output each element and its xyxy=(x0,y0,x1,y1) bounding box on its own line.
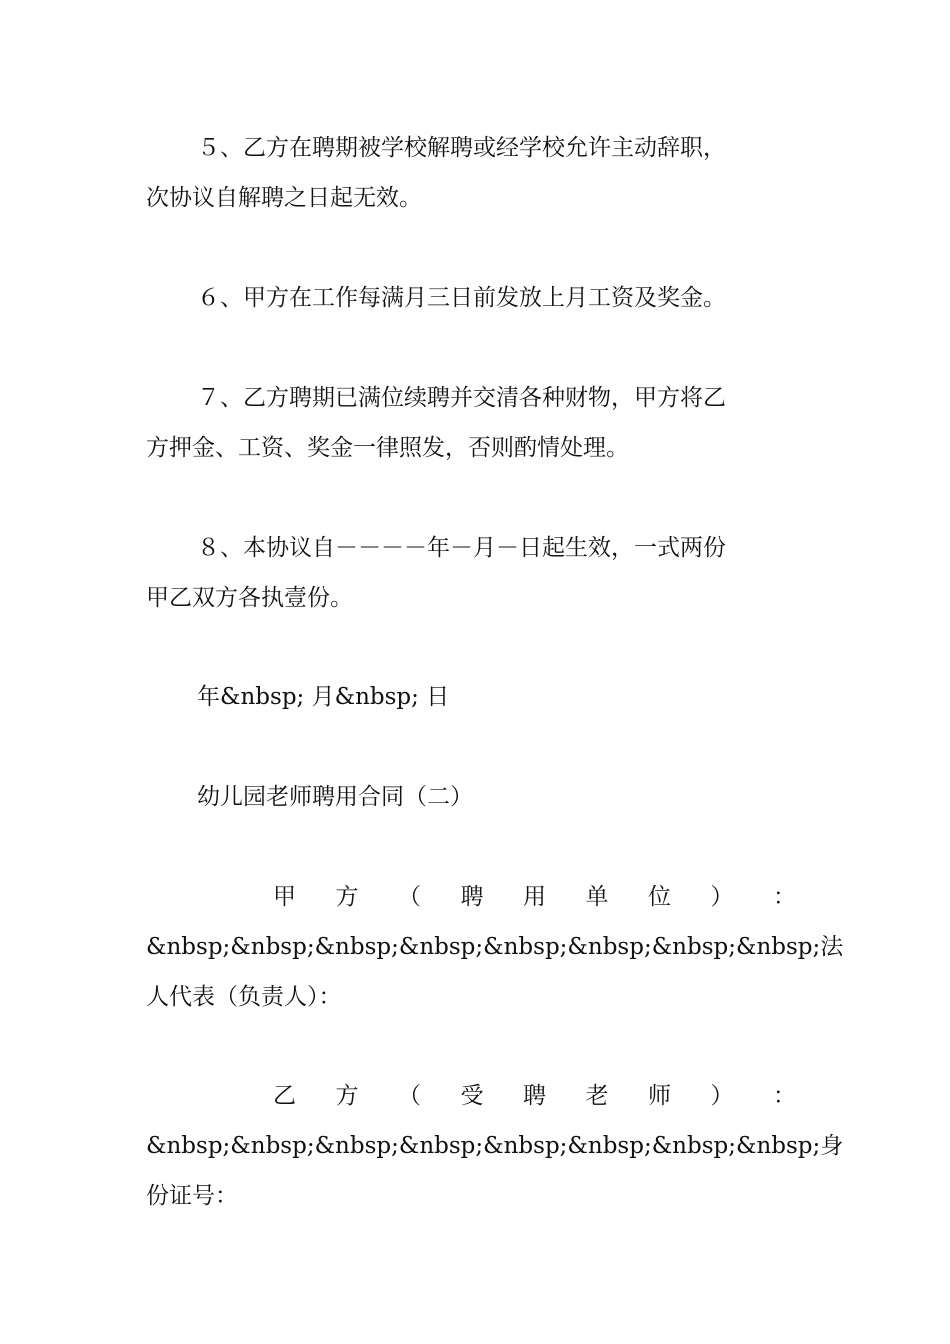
party-b-char: 师 xyxy=(648,1083,671,1109)
party-b-char: 聘 xyxy=(523,1083,546,1109)
date-line: 年&nbsp; 月&nbsp; 日 xyxy=(197,684,450,710)
party-b-nbsp-line xyxy=(146,1131,844,1161)
clause-8-line-1: ８、本协议自－－－－年－月－日起生效，一式两份 xyxy=(197,535,726,561)
party-a-char: （ xyxy=(398,884,421,910)
party-a-nbsp-line xyxy=(146,932,844,962)
party-a-char: 方 xyxy=(335,884,359,910)
party-a-char: 位 xyxy=(648,884,671,910)
party-a-nbsp-run: &nbsp;&nbsp;&nbsp;&nbsp;&nbsp;&nbsp;&nbsp;&nbsp; xyxy=(146,934,821,960)
party-a-tail-char: 法 xyxy=(820,934,844,960)
clause-5-line-1: ５、乙方在聘期被学校解聘或经学校允许主动辞职， xyxy=(197,135,726,161)
party-a-char: 甲 xyxy=(273,884,296,910)
party-b-char: ） xyxy=(710,1083,734,1109)
party-b-char: （ xyxy=(398,1083,421,1109)
party-a-char: 单 xyxy=(585,884,609,910)
party-b-char: 方 xyxy=(335,1083,359,1109)
party-b-char: ： xyxy=(773,1083,796,1109)
party-a-representative: 人代表（负责人）： xyxy=(146,984,342,1010)
party-b-nbsp-run: &nbsp;&nbsp;&nbsp;&nbsp;&nbsp;&nbsp;&nbsp;&nbsp; xyxy=(146,1133,821,1159)
party-b-tail-char: 身 xyxy=(820,1133,844,1159)
party-b-char: 老 xyxy=(585,1083,609,1109)
party-b-label xyxy=(273,1081,796,1111)
party-a-char: ： xyxy=(773,884,796,910)
clause-6-line-1: ６、甲方在工作每满月三日前发放上月工资及奖金。 xyxy=(197,285,726,311)
party-a-char: 聘 xyxy=(460,884,484,910)
clause-5-line-2: 次协议自解聘之日起无效。 xyxy=(146,185,422,211)
clause-7-line-2: 方押金、工资、奖金一律照发，否则酌情处理。 xyxy=(146,435,629,461)
clause-7-line-1: ７、乙方聘期已满位续聘并交清各种财物，甲方将乙 xyxy=(197,385,726,411)
party-b-id-number: 份证号： xyxy=(146,1183,238,1209)
contract-title: 幼儿园老师聘用合同（二） xyxy=(197,784,473,810)
party-a-label xyxy=(273,882,796,912)
party-b-char: 乙 xyxy=(273,1083,296,1109)
party-a-char: 用 xyxy=(523,884,546,910)
party-b-char: 受 xyxy=(460,1083,484,1109)
party-a-char: ） xyxy=(710,884,734,910)
clause-8-line-2: 甲乙双方各执壹份。 xyxy=(146,585,353,611)
